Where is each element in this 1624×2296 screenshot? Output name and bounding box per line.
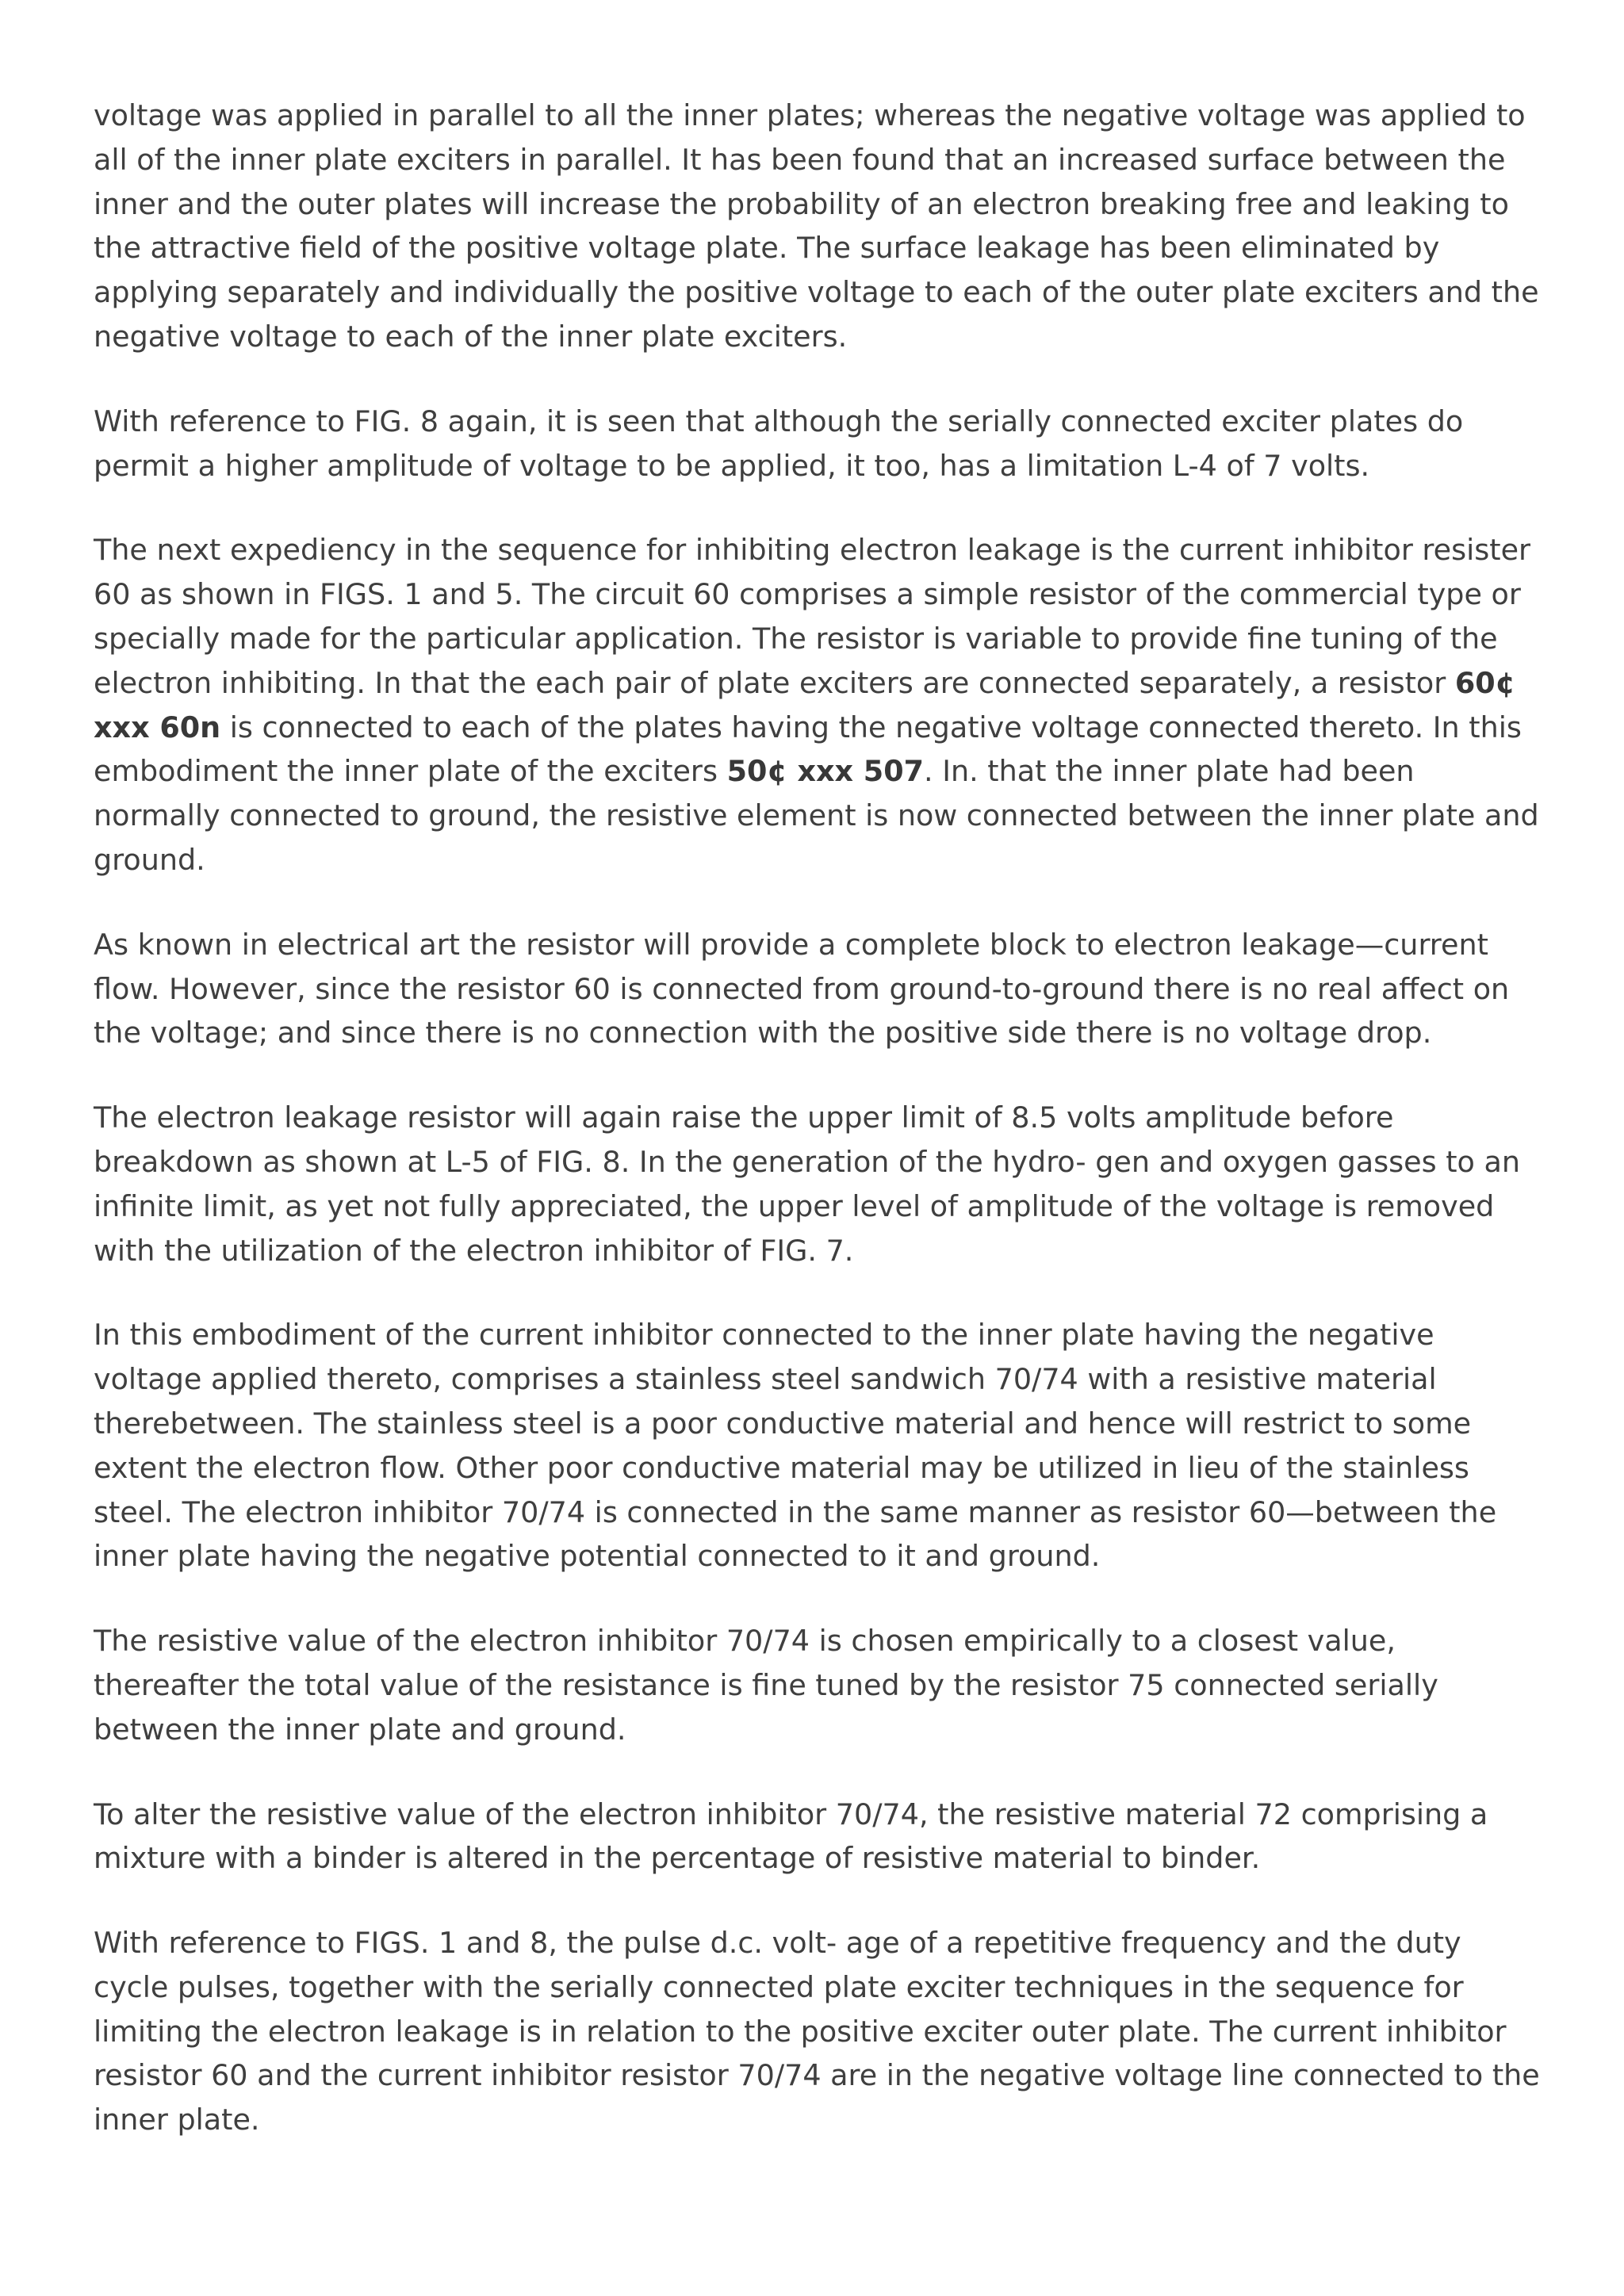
paragraph-text: The resistive value of the electron inhibitor 70/74 is chosen empirically to a closest value, thereafter the total value of the resistance is fine tuned by the resistor 75 connected serially between the inner plate and ground. <box>94 1624 1438 1747</box>
paragraph-text: The next expediency in the sequence for inhibiting electron leakage is the current inhibitor resister 60 as shown in FIGS. 1 and 5. The circuit 60 comprises a simple resistor of the commercial type or specially made for the particular application. The resistor is variable to provide fine tuning of the electron inhibiting. In that the each pair of plate exciters are connected separately, a resistor <box>94 533 1531 700</box>
paragraph-8 <box>94 1793 1545 1881</box>
paragraph-text: is connected to each of the plates having the negative voltage connected thereto. In this embodiment the inner plate of the exciters <box>94 710 1522 789</box>
paragraph-text: The electron leakage resistor will again raise the upper limit of 8.5 volts amplitude before breakdown as shown at L-5 of FIG. 8. In the generation of the hydro- gen and oxygen gasses to an infinite limit, as yet not fully appreciated, the upper level of amplitude of the voltage is removed with the utilization of the electron inhibitor of FIG. 7. <box>94 1100 1520 1268</box>
document-page <box>94 94 1545 2183</box>
paragraph-7 <box>94 1619 1545 1751</box>
paragraph-5 <box>94 1096 1545 1272</box>
paragraph-text: To alter the resistive value of the electron inhibitor 70/74, the resistive material 72 comprising a mixture with a binder is altered in the percentage of resistive material to binder. <box>94 1797 1488 1876</box>
paragraph-2 <box>94 400 1545 488</box>
paragraph-3 <box>94 528 1545 882</box>
paragraph-6 <box>94 1313 1545 1578</box>
paragraph-text: In this embodiment of the current inhibitor connected to the inner plate having the negative voltage applied thereto, comprises a stainless steel sandwich 70/74 with a resistive material therebetween. The stainless steel is a poor conductive material and hence will restrict to some extent the electron flow. Other poor conductive material may be utilized in lieu of the stainless steel. The electron inhibitor 70/74 is connected in the same manner as resistor 60—between the inner plate having the negative potential connected to it and ground. <box>94 1318 1497 1574</box>
paragraph-4 <box>94 923 1545 1055</box>
paragraph-text: . In. that the inner plate had been normally connected to ground, the resistive element is now connected between the inner plate and ground. <box>94 754 1539 877</box>
bold-reference: 50¢ xxx 507 <box>726 754 924 789</box>
paragraph-text: voltage was applied in parallel to all the inner plates; whereas the negative voltage was applied to all of the inner plate exciters in parallel. It has been found that an increased surface between the inner and the outer plates will increase the probability of an electron breaking free and leaking to the attractive field of the positive voltage plate. The surface leakage has been eliminated by applying separately and individually the positive voltage to each of the outer plate exciters and the negative voltage to each of the inner plate exciters. <box>94 98 1539 354</box>
paragraph-9 <box>94 1921 1545 2142</box>
paragraph-text: With reference to FIG. 8 again, it is seen that although the serially connected exciter plates do permit a higher amplitude of voltage to be applied, it too, has a limitation L-4 of 7 volts. <box>94 404 1464 483</box>
bold-reference: 60¢ xxx 60n <box>94 665 1516 744</box>
paragraph-1 <box>94 94 1545 359</box>
paragraph-text: With reference to FIGS. 1 and 8, the pulse d.c. volt- age of a repetitive frequency and the duty cycle pulses, together with the serially connected plate exciter techniques in the sequence for limiting the electron leakage is in relation to the positive exciter outer plate. The current inhibitor resistor 60 and the current inhibitor resistor 70/74 are in the negative voltage line connected to the inner plate. <box>94 1926 1540 2137</box>
paragraph-text: As known in electrical art the resistor will provide a complete block to electron leakage—current flow. However, since the resistor 60 is connected from ground-to-ground there is no real affect on the voltage; and since there is no connection with the positive side there is no voltage drop. <box>94 927 1510 1050</box>
